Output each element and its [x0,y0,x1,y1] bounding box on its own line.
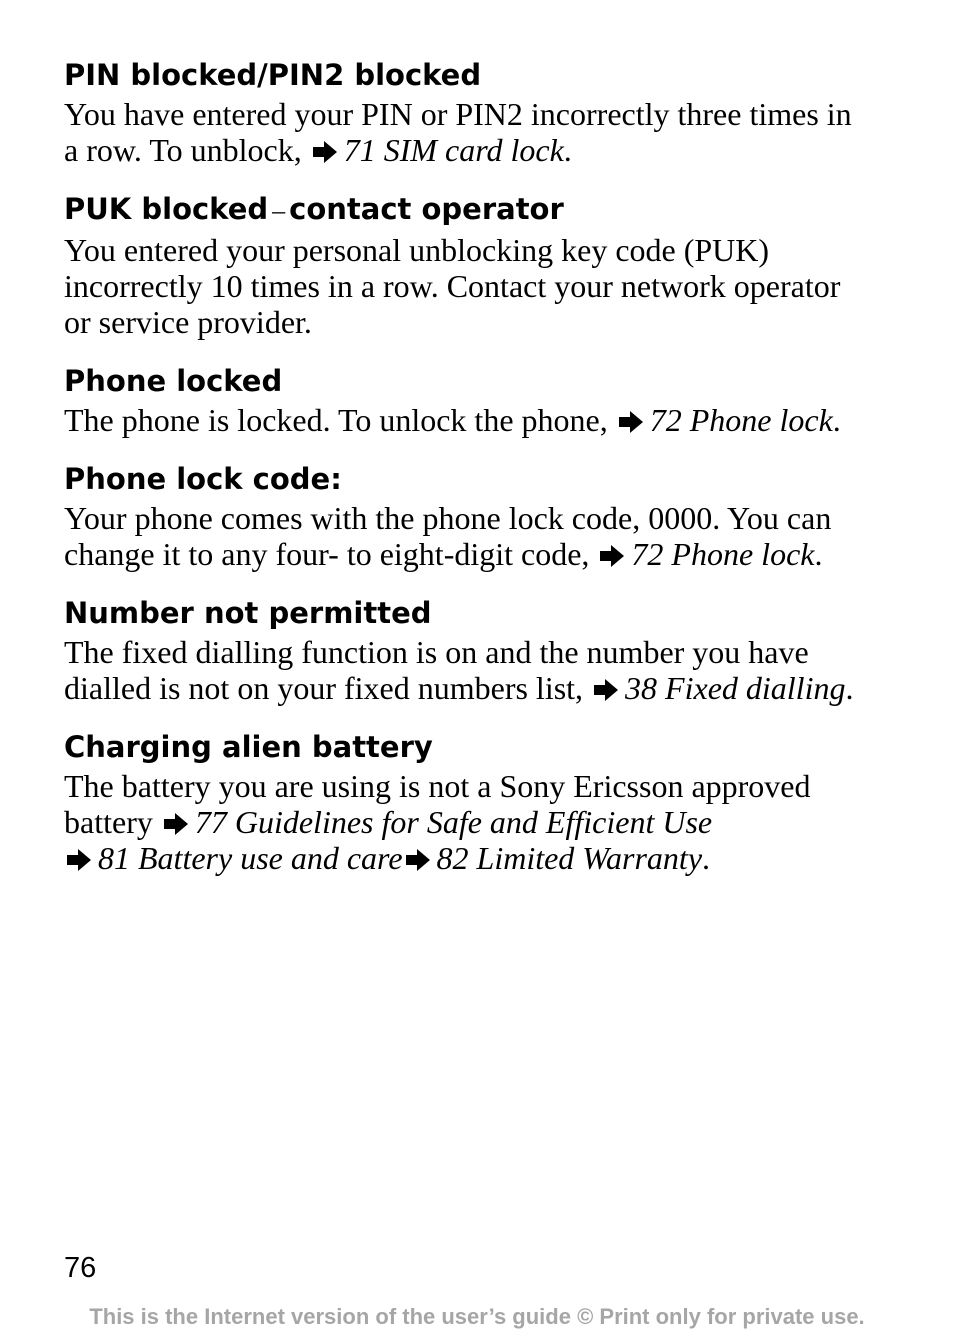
text-line [64,804,904,840]
section-body [64,232,904,340]
text-line: or service provider. [64,304,312,340]
section-body [64,500,904,572]
text-line: Your phone comes with the phone lock code, 0000. You can [64,500,832,536]
section-heading: PIN blocked/PIN2 blocked [64,58,482,92]
text-line [64,132,904,168]
section-heading: Phone lock code: [64,462,342,496]
cross-reference-link[interactable]: 81 Battery use and care [98,840,403,876]
arrow-right-icon [599,545,625,567]
cross-reference-link[interactable]: 72 Phone lock [649,402,833,438]
text-line: You have entered your PIN or PIN2 incorrectly three times in [64,96,852,132]
text-line: The fixed dialling function is on and the number you have [64,634,809,670]
section-puk-blocked [64,188,904,340]
text-line [64,670,904,706]
text-fragment: . [702,840,711,876]
text-line: You entered your personal unblocking key code (PUK) [64,232,770,268]
cross-reference-link[interactable]: 82 Limited Warranty [436,840,703,876]
heading-part: contact operator [289,192,564,226]
section-heading: Phone locked [64,364,283,398]
section-heading: Number not permitted [64,596,432,630]
cross-reference-link[interactable]: 77 Guidelines for Safe and Efficient Use [194,804,713,840]
text-fragment: . [832,402,841,438]
section-body [64,402,904,438]
text-fragment: battery [64,804,161,840]
section-charging-alien-battery [64,726,904,876]
text-fragment: . [563,132,572,168]
page-number: 76 [64,1252,97,1284]
text-fragment: change it to any four- to eight-digit code, [64,536,598,572]
section-body [64,96,904,168]
footer-notice: This is the Internet version of the user’s guide © Print only for private use. [89,1304,865,1329]
section-heading: Charging alien battery [64,730,433,764]
section-body [64,634,904,706]
page-content [64,54,904,896]
heading-dash: – [272,196,286,225]
section-number-not-permitted [64,592,904,706]
arrow-right-icon [163,813,189,835]
text-fragment: . [845,670,854,706]
cross-reference-link[interactable]: 38 Fixed dialling [625,670,846,706]
text-fragment: dialled is not on your fixed numbers list, [64,670,592,706]
text-line [64,536,904,572]
text-line: The battery you are using is not a Sony Ericsson approved [64,768,811,804]
arrow-right-icon [593,679,619,701]
cross-reference-link[interactable]: 72 Phone lock [631,536,815,572]
section-phone-lock-code [64,458,904,572]
section-body [64,768,904,876]
arrow-right-icon [312,141,338,163]
text-fragment: . [814,536,823,572]
text-line [64,402,904,438]
arrow-right-icon [618,411,644,433]
text-line: incorrectly 10 times in a row. Contact your network operator [64,268,841,304]
section-pin-blocked [64,54,904,168]
cross-reference-link[interactable]: 71 SIM card lock [343,132,564,168]
text-fragment: The phone is locked. To unlock the phone, [64,402,616,438]
section-heading [64,188,904,232]
arrow-right-icon [66,849,92,871]
text-line [64,840,904,876]
arrow-right-icon [405,849,431,871]
heading-part: PUK blocked [64,192,269,226]
section-phone-locked [64,360,904,438]
text-fragment: a row. To unblock, [64,132,310,168]
